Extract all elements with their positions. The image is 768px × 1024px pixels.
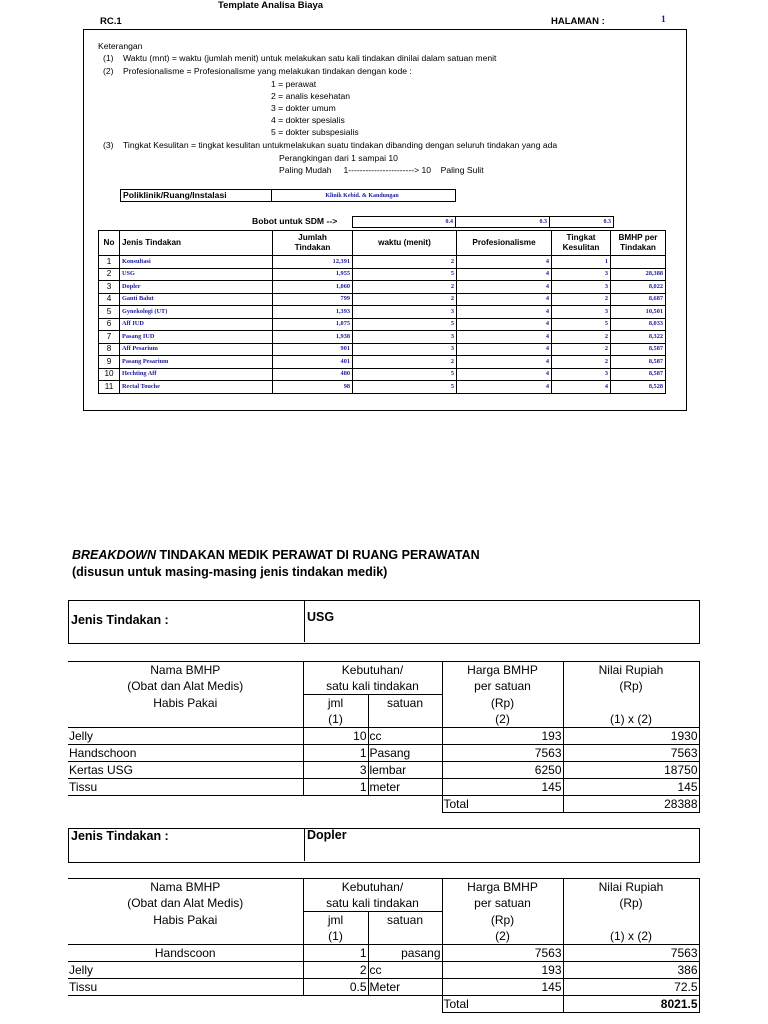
row-bmhp: 8,587 <box>611 343 666 356</box>
row-jumlah: 1,938 <box>273 331 353 344</box>
jenis-tindakan-usg <box>68 600 700 644</box>
row-bmhp: 8,528 <box>611 381 666 394</box>
row-waktu: 5 <box>353 381 457 394</box>
item-harga: 145 <box>442 779 563 796</box>
col-no: No <box>99 231 120 256</box>
header-cell: (1) x (2) <box>563 928 699 945</box>
template-title: Template Analisa Biaya <box>218 0 324 11</box>
row-no: 3 <box>99 281 120 294</box>
code-line: 4 = dokter spesialis <box>271 115 345 125</box>
row-jumlah: 1,060 <box>273 281 353 294</box>
item-satuan: Pasang <box>368 745 442 762</box>
item-harga: 7563 <box>442 745 563 762</box>
header-cell: Kebutuhan/ <box>303 662 442 679</box>
item-harga: 193 <box>442 728 563 745</box>
note-3: Tingkat Kesulitan = tingkat kesulitan untukmelakukan suatu tindakan dibanding dengan seluruh tindakan yang ada <box>123 140 558 150</box>
header-cell: jml <box>303 912 368 929</box>
row-prof: 4 <box>457 268 552 281</box>
jenis-value: USG <box>304 600 334 642</box>
row-waktu: 3 <box>353 306 457 319</box>
notes-heading: Keterangan <box>98 41 143 51</box>
header-cell: (1) x (2) <box>563 711 699 728</box>
col-tingkat: Tingkat Kesulitan <box>552 231 611 256</box>
row-jenis: Gynekologi (UT) <box>120 306 273 319</box>
row-tingkat: 3 <box>552 306 611 319</box>
jenis-tindakan-dopler <box>68 828 700 863</box>
row-jenis: Pasang IUD <box>120 331 273 344</box>
header-cell: (Obat dan Alat Medis) <box>127 679 244 694</box>
row-prof: 4 <box>457 293 552 306</box>
item-harga: 145 <box>442 979 563 996</box>
table-row <box>99 331 666 344</box>
row-tingkat: 2 <box>552 331 611 344</box>
row-no: 1 <box>99 256 120 269</box>
header-cell <box>68 928 303 945</box>
item-jml: 1 <box>303 745 368 762</box>
row-tingkat: 2 <box>552 343 611 356</box>
item-nilai: 1930 <box>563 728 699 745</box>
row-waktu: 2 <box>353 281 457 294</box>
row-jenis: Rectal Touche <box>120 381 273 394</box>
header-row <box>68 711 699 728</box>
table-header-row <box>99 231 666 256</box>
header-row <box>68 695 699 712</box>
bobot-weight-prof: 0.3 <box>455 216 550 228</box>
item-name: Kertas USG <box>68 762 303 779</box>
item-row <box>68 762 699 779</box>
bobot-weights <box>352 216 614 228</box>
row-tingkat: 3 <box>552 268 611 281</box>
header-cell: satuan <box>368 912 442 929</box>
header-cell: Nilai Rupiah <box>563 662 699 679</box>
row-no: 4 <box>99 293 120 306</box>
row-jumlah: 98 <box>273 381 353 394</box>
row-bmhp: 28,388 <box>611 268 666 281</box>
header-row <box>68 662 699 679</box>
note-2: Profesionalisme = Profesionalisme yang melakukan tindakan dengan kode : <box>123 66 412 76</box>
col-waktu: waktu (menit) <box>353 231 457 256</box>
empty-cell <box>68 796 303 813</box>
header-cell: (Obat dan Alat Medis) <box>127 896 244 911</box>
col-jenis: Jenis Tindakan <box>120 231 273 256</box>
row-jumlah: 901 <box>273 343 353 356</box>
dopler-bmhp-table <box>68 878 700 1013</box>
bobot-label: Bobot untuk SDM --> <box>252 216 338 226</box>
table-row <box>99 368 666 381</box>
row-waktu: 3 <box>353 331 457 344</box>
row-no: 8 <box>99 343 120 356</box>
header-row <box>68 678 699 695</box>
note-3-ranking: Perangkingan dari 1 sampai 10 <box>279 153 398 163</box>
item-name: Handschoon <box>68 745 303 762</box>
item-row <box>68 779 699 796</box>
total-label: Total <box>442 796 563 813</box>
row-bmhp: 8,033 <box>611 318 666 331</box>
table-row <box>99 318 666 331</box>
page-label: HALAMAN : <box>551 16 605 27</box>
unit-value: Klinik Kebid. & Kandungan <box>271 190 452 202</box>
row-no: 10 <box>99 368 120 381</box>
row-tingkat: 1 <box>552 256 611 269</box>
total-value: 8021.5 <box>563 996 699 1013</box>
item-jml: 0.5 <box>303 979 368 996</box>
table-row <box>99 256 666 269</box>
item-nilai: 18750 <box>563 762 699 779</box>
row-prof: 4 <box>457 368 552 381</box>
code-line: 5 = dokter subspesialis <box>271 127 359 137</box>
header-cell: per satuan <box>442 895 563 912</box>
empty-cell <box>303 796 442 813</box>
row-jumlah: 1,075 <box>273 318 353 331</box>
row-jumlah: 401 <box>273 356 353 369</box>
item-row <box>68 728 699 745</box>
table-row <box>99 281 666 294</box>
row-bmhp <box>611 256 666 269</box>
header-cell: Nilai Rupiah <box>563 879 699 896</box>
note-3-number: (3) <box>103 140 114 150</box>
row-prof: 4 <box>457 281 552 294</box>
header-row <box>68 879 699 896</box>
bobot-weight-time: 0.4 <box>352 216 456 228</box>
header-cell: (Rp) <box>563 895 699 912</box>
item-satuan: Meter <box>368 979 442 996</box>
item-row <box>68 962 699 979</box>
total-label: Total <box>442 996 563 1013</box>
row-bmhp: 8,322 <box>611 331 666 344</box>
header-row <box>68 928 699 945</box>
item-jml: 1 <box>303 945 368 962</box>
note-1-number: (1) <box>103 53 114 63</box>
row-no: 2 <box>99 268 120 281</box>
table-row <box>99 306 666 319</box>
unit-label: Poliklinik/Ruang/Instalasi <box>123 190 227 200</box>
header-cell <box>68 711 303 728</box>
item-harga: 7563 <box>442 945 563 962</box>
code-line: 2 = analis kesehatan <box>271 91 351 101</box>
item-nilai: 7563 <box>563 945 699 962</box>
row-no: 6 <box>99 318 120 331</box>
usg-bmhp-table <box>68 661 700 813</box>
header-cell: (2) <box>442 711 563 728</box>
row-jumlah: 480 <box>273 368 353 381</box>
header-cell: Harga BMHP <box>442 879 563 896</box>
row-jenis: Dopler <box>120 281 273 294</box>
row-prof: 4 <box>457 331 552 344</box>
header-cell: Nama BMHP <box>68 879 303 896</box>
header-cell <box>563 695 699 712</box>
table-row <box>99 381 666 394</box>
item-name: Jelly <box>68 728 303 745</box>
item-nilai: 7563 <box>563 745 699 762</box>
header-row <box>68 895 699 912</box>
row-no: 5 <box>99 306 120 319</box>
row-no: 9 <box>99 356 120 369</box>
item-jml: 1 <box>303 779 368 796</box>
empty-cell <box>68 996 303 1013</box>
header-cell: satuan <box>368 695 442 712</box>
row-jenis: Hechting Aff <box>120 368 273 381</box>
row-prof: 4 <box>457 318 552 331</box>
row-bmhp: 8,587 <box>611 356 666 369</box>
header-cell: (Rp) <box>442 695 563 712</box>
item-satuan: pasang <box>368 945 442 962</box>
row-no: 11 <box>99 381 120 394</box>
header-row <box>68 912 699 929</box>
note-2-number: (2) <box>103 66 114 76</box>
row-waktu: 3 <box>353 343 457 356</box>
row-jenis: Pasang Pesarium <box>120 356 273 369</box>
table-row <box>99 293 666 306</box>
row-tingkat: 4 <box>552 381 611 394</box>
row-tingkat: 2 <box>552 293 611 306</box>
form-code: RC.1 <box>100 16 122 27</box>
header-cell: Harga BMHP <box>442 662 563 679</box>
code-line: 1 = perawat <box>271 79 317 89</box>
tindakan-table <box>98 230 666 394</box>
row-tingkat: 5 <box>552 318 611 331</box>
header-cell: Habis Pakai <box>153 912 218 927</box>
row-waktu: 5 <box>353 368 457 381</box>
header-cell: Kebutuhan/ <box>303 879 442 896</box>
header-cell: Habis Pakai <box>153 695 218 710</box>
row-jumlah: 1,955 <box>273 268 353 281</box>
row-jenis: Ganti Balut <box>120 293 273 306</box>
row-bmhp: 8,687 <box>611 293 666 306</box>
item-jml: 10 <box>303 728 368 745</box>
row-prof: 4 <box>457 356 552 369</box>
table-row <box>99 343 666 356</box>
item-satuan: meter <box>368 779 442 796</box>
row-bmhp: 10,501 <box>611 306 666 319</box>
total-row <box>68 996 699 1013</box>
header-cell: satu kali tindakan <box>303 895 442 912</box>
item-jml: 3 <box>303 762 368 779</box>
header-cell: per satuan <box>442 678 563 695</box>
col-jumlah: Jumlah Tindakan <box>273 231 353 256</box>
row-tingkat: 3 <box>552 368 611 381</box>
jenis-label: Jenis Tindakan : <box>71 829 169 843</box>
header-cell: (Rp) <box>563 678 699 695</box>
header-cell: (2) <box>442 928 563 945</box>
unit-row <box>120 189 456 202</box>
item-name: Tissu <box>68 779 303 796</box>
item-jml: 2 <box>303 962 368 979</box>
item-row <box>68 979 699 996</box>
jenis-label: Jenis Tindakan : <box>71 613 169 627</box>
row-jenis: Aff Pesarium <box>120 343 273 356</box>
row-waktu: 2 <box>353 356 457 369</box>
row-prof: 4 <box>457 256 552 269</box>
header-cell: Nama BMHP <box>68 662 303 679</box>
note-3-scale: Paling Mudah 1-----------------------> 10 Paling Sulit <box>279 165 484 175</box>
row-bmhp: 8,587 <box>611 368 666 381</box>
jenis-value: Dopler <box>304 828 347 861</box>
row-jumlah: 12,391 <box>273 256 353 269</box>
breakdown-subtitle: (disusun untuk masing-masing jenis tindakan medik) <box>72 565 388 579</box>
bobot-weight-difficulty: 0.3 <box>549 216 614 228</box>
row-jenis: Konsultasi <box>120 256 273 269</box>
header-cell: jml <box>303 695 368 712</box>
note-1: Waktu (mnt) = waktu (jumlah menit) untuk melakukan satu kali tindakan dinilai dalam satuan menit <box>123 53 497 63</box>
col-bmhp: BMHP per Tindakan <box>611 231 666 256</box>
header-cell <box>563 912 699 929</box>
row-prof: 4 <box>457 306 552 319</box>
row-waktu: 2 <box>353 256 457 269</box>
item-nilai: 72.5 <box>563 979 699 996</box>
item-name: Tissu <box>68 979 303 996</box>
item-nilai: 145 <box>563 779 699 796</box>
header-cell <box>368 928 442 945</box>
item-harga: 6250 <box>442 762 563 779</box>
header-cell <box>368 711 442 728</box>
empty-cell <box>303 996 442 1013</box>
code-line: 3 = dokter umum <box>271 103 336 113</box>
header-cell: (1) <box>303 711 368 728</box>
item-name: Jelly <box>68 962 303 979</box>
item-row <box>68 945 699 962</box>
row-jumlah: 1,393 <box>273 306 353 319</box>
row-jenis: Aff IUD <box>120 318 273 331</box>
item-nilai: 386 <box>563 962 699 979</box>
header-cell: (Rp) <box>442 912 563 929</box>
total-row <box>68 796 699 813</box>
item-name: Handscoon <box>68 945 303 962</box>
col-prof: Profesionalisme <box>457 231 552 256</box>
row-tingkat: 2 <box>552 356 611 369</box>
row-prof: 4 <box>457 343 552 356</box>
item-satuan: lembar <box>368 762 442 779</box>
row-prof: 4 <box>457 381 552 394</box>
item-row <box>68 745 699 762</box>
table-row <box>99 356 666 369</box>
row-waktu: 5 <box>353 268 457 281</box>
row-no: 7 <box>99 331 120 344</box>
item-satuan: cc <box>368 728 442 745</box>
page-number: 1 <box>661 15 666 25</box>
row-jumlah: 799 <box>273 293 353 306</box>
row-waktu: 2 <box>353 293 457 306</box>
item-satuan: cc <box>368 962 442 979</box>
table-row <box>99 268 666 281</box>
total-value: 28388 <box>563 796 699 813</box>
row-waktu: 5 <box>353 318 457 331</box>
header-cell: (1) <box>303 928 368 945</box>
header-cell: satu kali tindakan <box>303 678 442 695</box>
row-bmhp: 8,022 <box>611 281 666 294</box>
row-tingkat: 3 <box>552 281 611 294</box>
item-harga: 193 <box>442 962 563 979</box>
row-jenis: USG <box>120 268 273 281</box>
breakdown-title: BREAKDOWN TINDAKAN MEDIK PERAWAT DI RUANG PERAWATAN <box>72 548 480 562</box>
